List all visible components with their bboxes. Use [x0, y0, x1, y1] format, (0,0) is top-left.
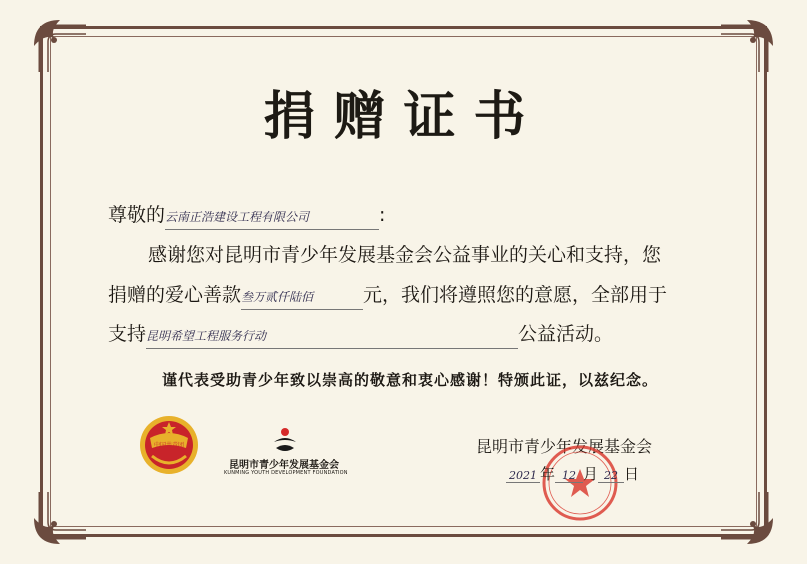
body-line-3: [108, 322, 613, 349]
donation-amount: 叁万贰仟陆佰: [241, 285, 363, 310]
body-line-3-suffix: 公益活动。: [518, 323, 614, 345]
date-year: 2021: [506, 469, 540, 483]
corner-ornament-icon: [719, 490, 777, 548]
youth-league-emblem-icon: [138, 414, 200, 476]
certificate-title: 捐赠证书: [263, 86, 544, 147]
body-line-3-prefix: 支持: [108, 323, 147, 345]
date-day: 22: [598, 469, 624, 483]
date-day-unit: 日: [624, 465, 640, 483]
issue-date: [506, 463, 639, 484]
corner-ornament-icon: [30, 490, 88, 548]
body-line-1: 感谢您对昆明市青少年发展基金会公益事业的关心和支持，您: [148, 244, 662, 266]
donation-purpose: 昆明希望工程服务行动: [146, 324, 518, 349]
issuer-name: 昆明市青少年发展基金会: [476, 437, 653, 456]
recipient-name: 云南正浩建设工程有限公司: [165, 205, 379, 230]
corner-ornament-icon: [30, 16, 88, 74]
salutation-prefix: 尊敬的: [108, 204, 166, 226]
date-year-unit: 年: [540, 465, 556, 483]
foundation-logo-icon: [272, 424, 298, 454]
body-line-2-suffix: 元，我们将遵照您的意愿，全部用于: [363, 284, 668, 306]
foundation-logo: [224, 420, 348, 482]
logo-chinese-name: 昆明市青少年发展基金会: [229, 460, 339, 471]
emblem-text: 中国共青团: [153, 442, 185, 449]
body-line-2-prefix: 捐赠的爱心善款: [108, 284, 242, 306]
body-line-2: [108, 283, 667, 310]
date-month: 12: [555, 469, 583, 483]
salutation-suffix: :: [379, 204, 386, 226]
corner-ornament-icon: [719, 16, 777, 74]
logo-english-name: KUNMING YOUTH DEVELOPMENT FOUNDATION: [224, 470, 348, 476]
salutation-line: [108, 203, 385, 230]
date-month-unit: 月: [583, 465, 599, 483]
thanks-line: 谨代表受助青少年致以崇高的敬意和衷心感谢！特颁此证，以兹纪念。: [161, 371, 658, 389]
